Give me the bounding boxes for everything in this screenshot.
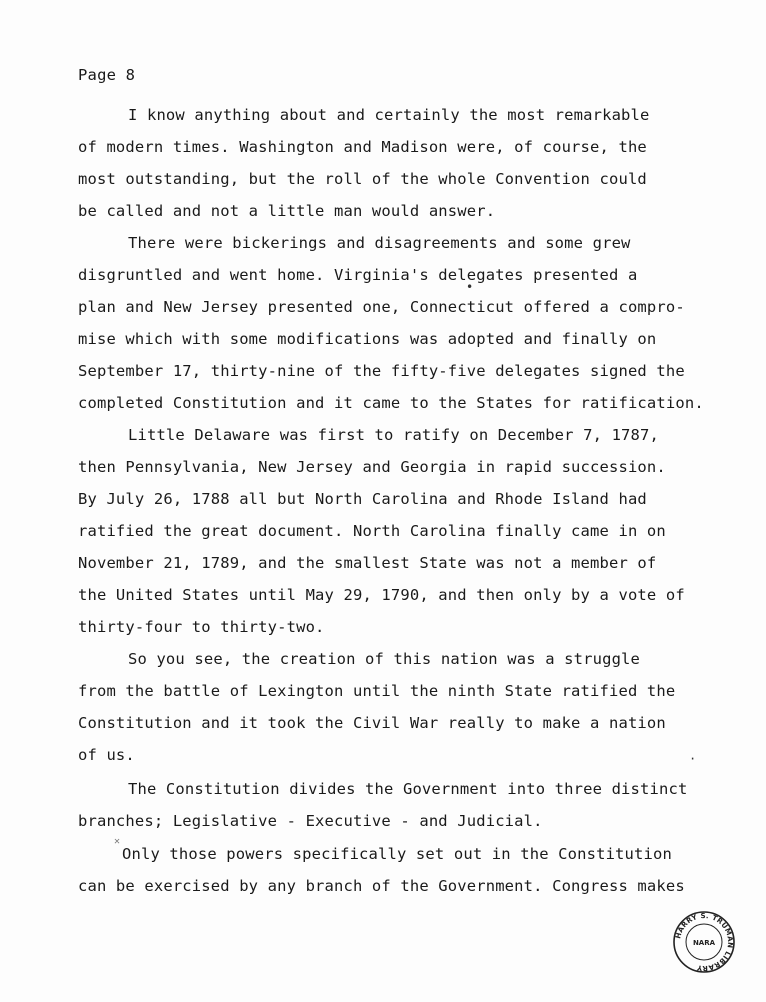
text-line: the United States until May 29, 1790, and then only by a vote of xyxy=(78,586,685,604)
svg-text:HARRY S. TRUMAN LIBRARY: HARRY S. TRUMAN LIBRARY xyxy=(674,911,735,973)
text-line: of us. xyxy=(78,746,135,764)
text-line: The Constitution divides the Government into three distinct xyxy=(128,780,688,798)
text-line: thirty-four to thirty-two. xyxy=(78,618,325,636)
text-line: By July 26, 1788 all but North Carolina and Rhode Island had xyxy=(78,490,647,508)
text-line: be called and not a little man would answer. xyxy=(78,202,496,220)
stray-mark: · xyxy=(689,752,697,766)
text-line: Constitution and it took the Civil War really to make a nation xyxy=(78,714,666,732)
text-line: from the battle of Lexington until the ninth State ratified the xyxy=(78,682,676,700)
text-line: completed Constitution and it came to the States for ratification. xyxy=(78,394,704,412)
text-line: most outstanding, but the roll of the whole Convention could xyxy=(78,170,647,188)
text-line: I know anything about and certainly the most remarkable xyxy=(128,106,650,124)
page-number: Page 8 xyxy=(78,66,136,84)
stray-mark: • xyxy=(466,280,474,294)
text-line: can be exercised by any branch of the Government. Congress makes xyxy=(78,877,685,895)
text-line: September 17, thirty-nine of the fifty-five delegates signed the xyxy=(78,362,685,380)
text-line: of modern times. Washington and Madison were, of course, the xyxy=(78,138,647,156)
truman-library-seal xyxy=(672,910,736,974)
text-line: November 21, 1789, and the smallest State was not a member of xyxy=(78,554,657,572)
text-line: then Pennsylvania, New Jersey and Georgia in rapid succession. xyxy=(78,458,666,476)
text-line: So you see, the creation of this nation was a struggle xyxy=(128,650,641,668)
text-line: branches; Legislative - Executive - and Judicial. xyxy=(78,812,543,830)
svg-text:NARA: NARA xyxy=(692,939,716,947)
text-line: mise which with some modifications was adopted and finally on xyxy=(78,330,657,348)
text-line: plan and New Jersey presented one, Connecticut offered a compro- xyxy=(78,298,685,316)
text-line: Only those powers specifically set out in the Constitution xyxy=(122,845,672,863)
text-line: ratified the great document. North Carolina finally came in on xyxy=(78,522,666,540)
text-line: Little Delaware was first to ratify on December 7, 1787, xyxy=(128,426,659,444)
text-line: There were bickerings and disagreements and some grew xyxy=(128,234,631,252)
text-line: disgruntled and went home. Virginia's delegates presented a xyxy=(78,266,638,284)
stray-mark: ✕ xyxy=(114,836,121,847)
